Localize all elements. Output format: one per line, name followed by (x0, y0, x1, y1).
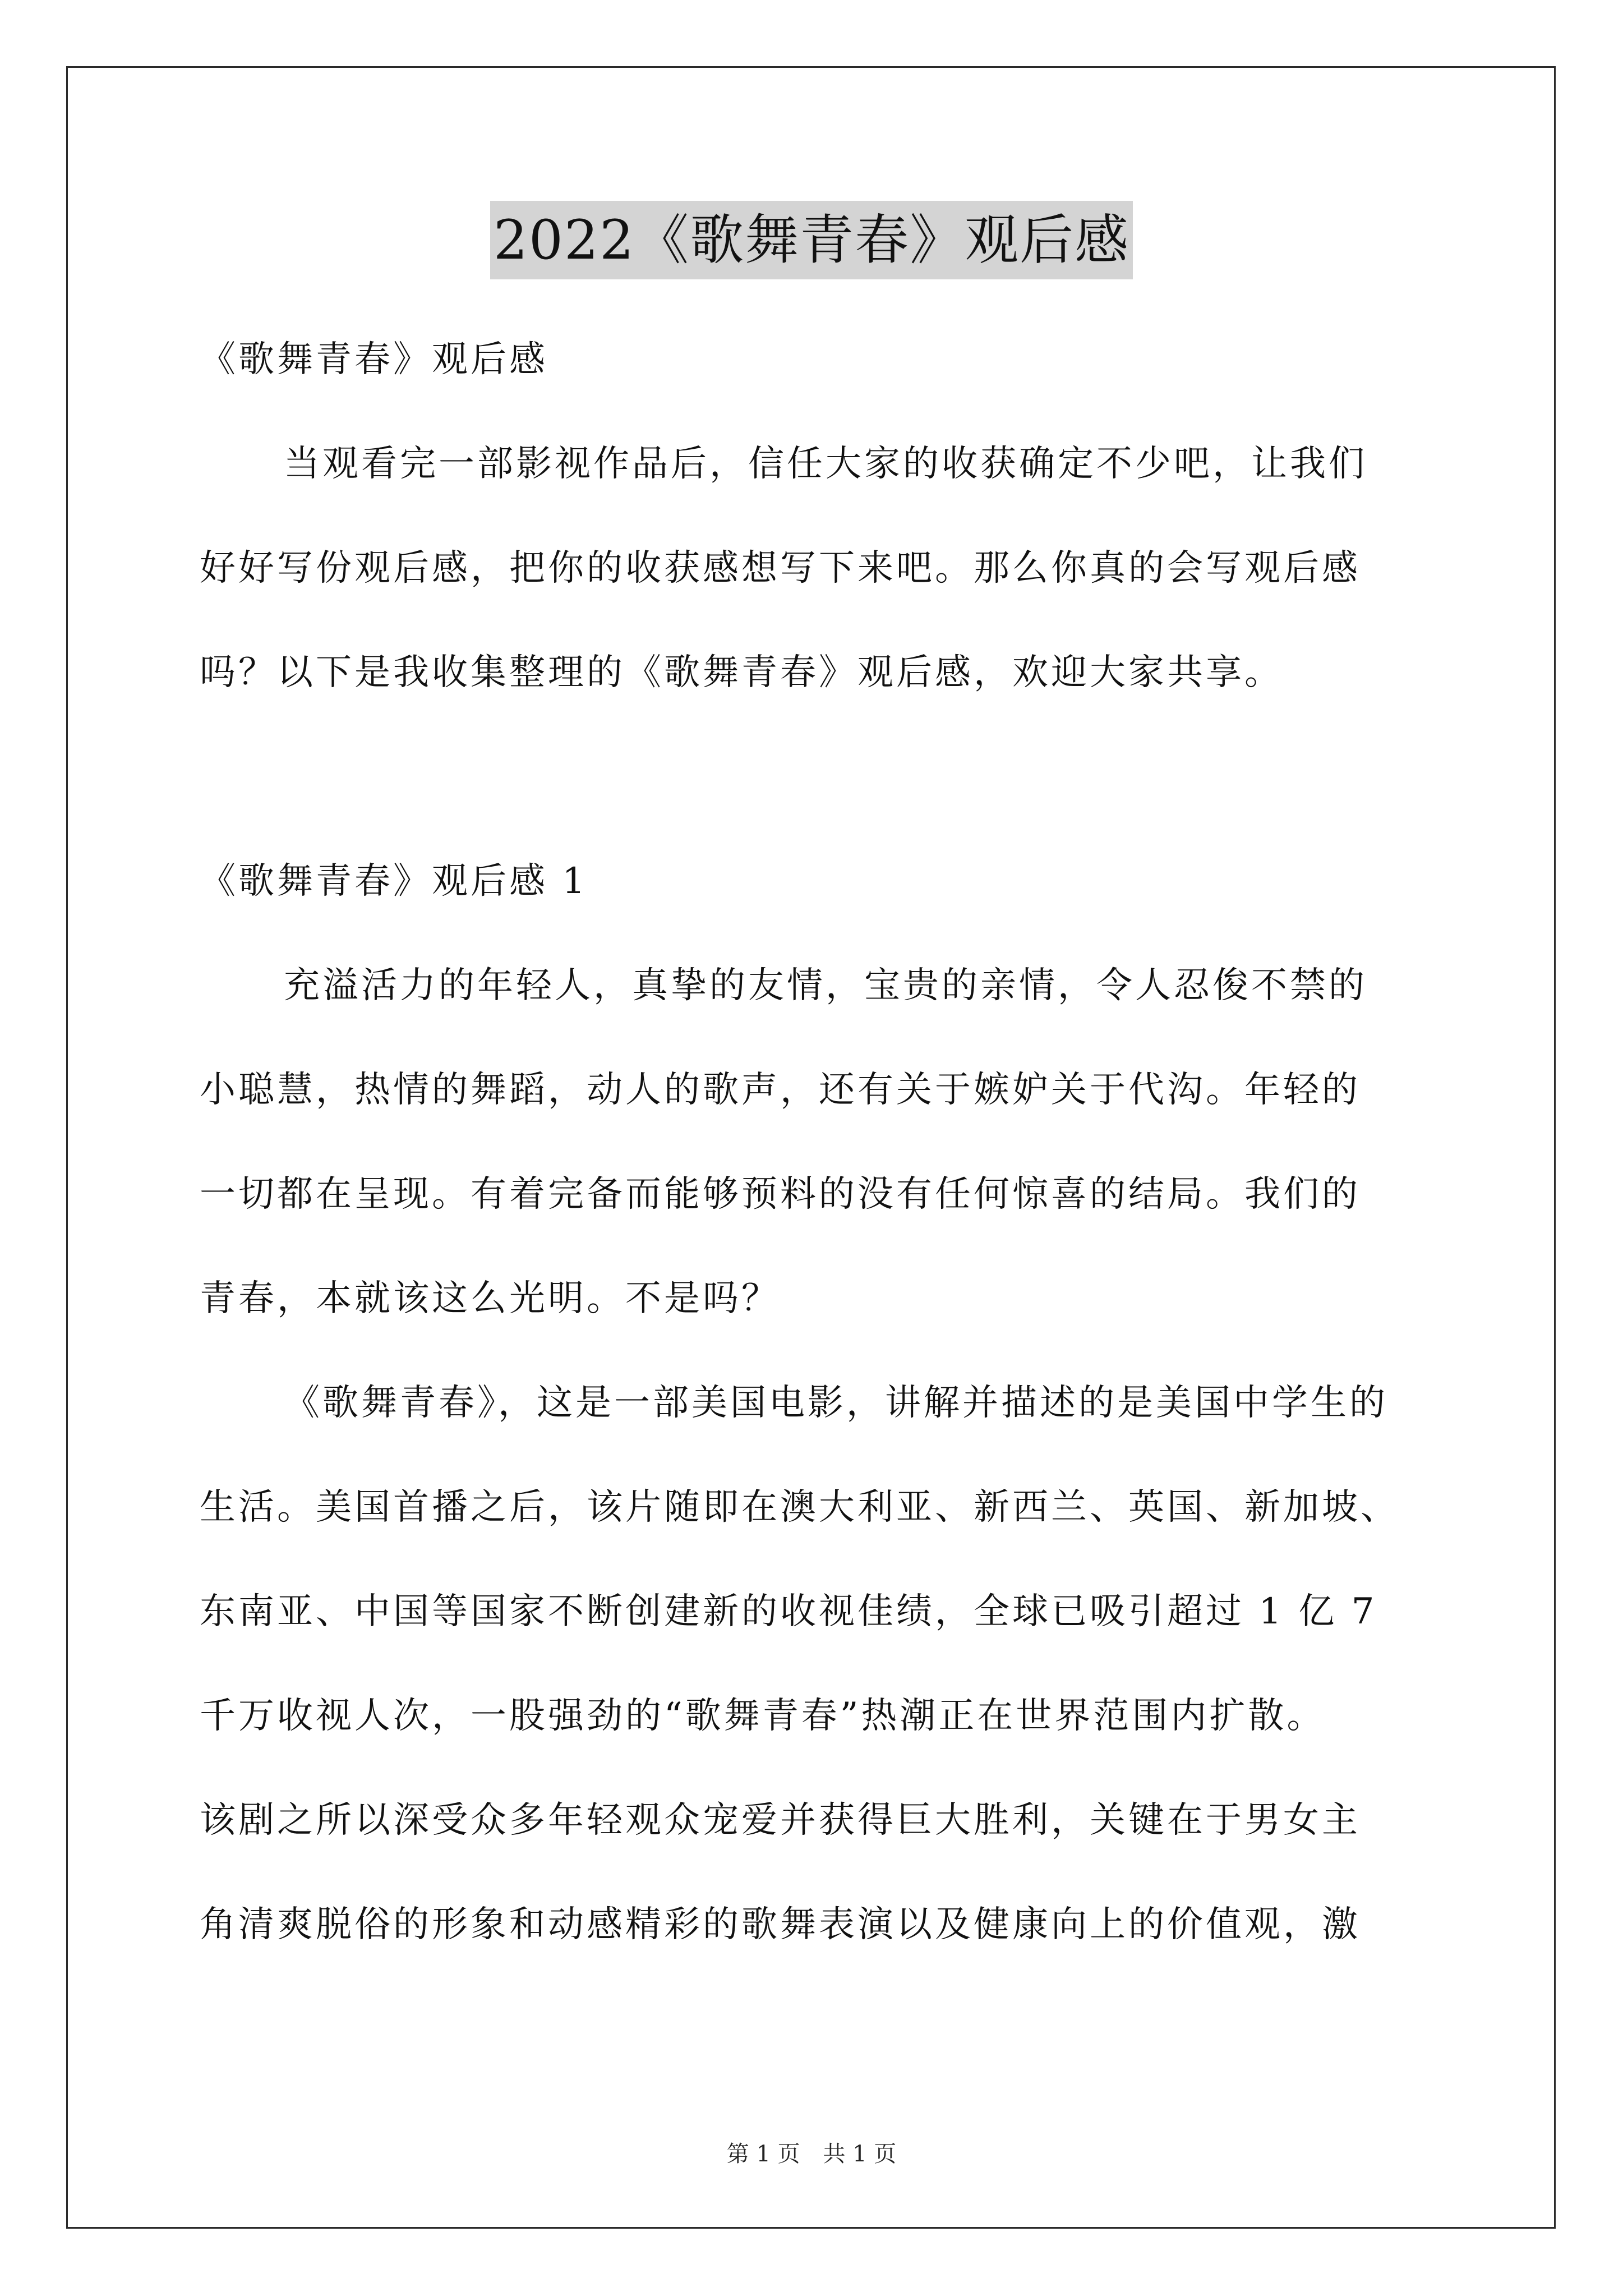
paragraph-line: 千万收视人次，一股强劲的“歌舞青春”热潮正在世界范围内扩散。 (200, 1695, 1326, 1737)
paragraph-line: 角清爽脱俗的形象和动感精彩的歌舞表演以及健康向上的价值观，激 (200, 1904, 1361, 1945)
paragraph-line: 一切都在呈现。有着完备而能够预料的没有任何惊喜的结局。我们的 (200, 1174, 1361, 1215)
paragraph-line: 《歌舞青春》，这是一部美国电影，讲解并描述的是美国中学生的 (284, 1382, 1388, 1424)
paragraph-line: 东南亚、中国等国家不断创建新的收视佳绩，全球已吸引超过 1 亿 7 (200, 1591, 1377, 1632)
intro-line: 好好写份观后感，把你的收获感想写下来吧。那么你真的会写观后感 (200, 547, 1361, 589)
section-heading: 《歌舞青春》观后感 1 (200, 861, 588, 902)
document-title: 2022《歌舞青春》观后感 (490, 201, 1133, 279)
paragraph-line: 青春，本就该这么光明。不是吗？ (200, 1278, 780, 1319)
intro-heading: 《歌舞青春》观后感 (200, 339, 548, 380)
document-body (200, 307, 1484, 1977)
page-number: 第 1 页 (726, 2141, 800, 2167)
paragraph-line: 生活。美国首播之后，该片随即在澳大利亚、新西兰、英国、新加坡、 (200, 1487, 1399, 1528)
paragraph-line: 充溢活力的年轻人，真挚的友情，宝贵的亲情，令人忍俊不禁的 (284, 965, 1367, 1006)
paragraph-spacer (200, 725, 1484, 829)
page-footer (0, 2137, 1623, 2171)
page-total: 共 1 页 (823, 2141, 897, 2167)
paragraph-line: 小聪慧，热情的舞蹈，动人的歌声，还有关于嫉妒关于代沟。年轻的 (200, 1069, 1361, 1111)
title-container (0, 201, 1623, 279)
intro-line: 吗？以下是我收集整理的《歌舞青春》观后感，欢迎大家共享。 (200, 652, 1283, 693)
intro-line: 当观看完一部影视作品后，信任大家的收获确定不少吧，让我们 (284, 443, 1367, 485)
paragraph-line: 该剧之所以深受众多年轻观众宠爱并获得巨大胜利，关键在于男女主 (200, 1800, 1361, 1841)
